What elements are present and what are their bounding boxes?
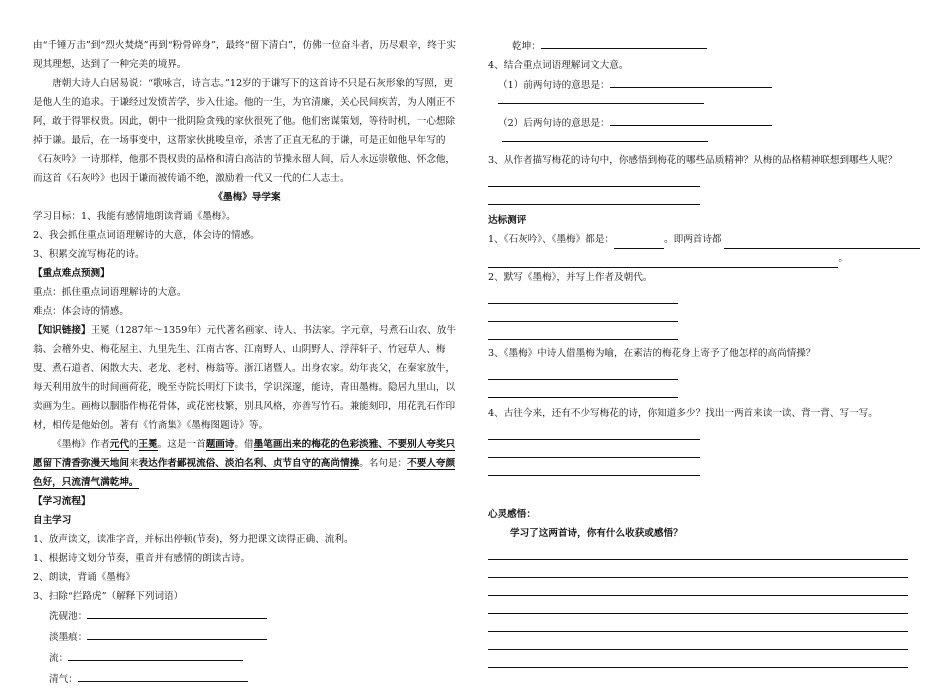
answer-line[interactable] (488, 287, 678, 304)
goal-2: 2、我会抓住重点词语理解诗的大意，体会诗的情感。 (33, 230, 260, 241)
key-point: 重点：抓住重点词语理解诗的大意。 (33, 287, 187, 298)
left-column (33, 36, 461, 690)
answer-blank[interactable] (610, 75, 772, 88)
summary-era: 元代 (109, 439, 129, 450)
answer-line[interactable] (488, 543, 908, 560)
answer-line[interactable] (488, 323, 678, 340)
test-4: 4、古往今来，还有不少写梅花的诗，你知道多少？找出一两首来读一读、背一背、写一写。 (488, 408, 878, 419)
word-label: 洗砚池： (49, 611, 88, 622)
summary-text: 。借 (234, 439, 254, 450)
question-4-2 (488, 113, 920, 133)
word-item (49, 606, 461, 627)
answer-line[interactable] (488, 459, 700, 476)
answer-line[interactable] (488, 579, 908, 596)
goal-3: 3、积累交流写梅花的诗。 (33, 249, 145, 260)
question-label: （2）后两句诗的意思是： (498, 118, 610, 129)
reflection-heading: 心灵感悟： (488, 509, 536, 520)
step-1b: 1、根据诗文划分节奏，重音并有感情的朗读古诗。 (33, 553, 251, 564)
answer-blank[interactable] (614, 236, 664, 249)
test-heading: 达标测评 (488, 215, 527, 226)
step-2: 2、朗读，背诵《墨梅》 (33, 572, 136, 583)
test-label: 1、《石灰吟》、《墨梅》都是： (488, 234, 615, 245)
process-heading: 【学习流程】 (33, 496, 91, 507)
word-item (488, 36, 920, 56)
answer-line[interactable] (488, 441, 700, 458)
test-label: 。即两首诗都 (664, 234, 722, 245)
summary-famous-line: 不要人夸颜色好，只流清气满乾坤。 (33, 458, 456, 488)
word-label: 乾坤： (512, 41, 541, 52)
test-2: 2、默写《墨梅》，并写上作者及朝代。 (488, 272, 653, 283)
question-4-1 (488, 75, 920, 95)
word-label: 流： (49, 653, 69, 664)
answer-line[interactable] (488, 651, 908, 668)
answer-blank[interactable] (78, 669, 248, 682)
word-item (49, 627, 461, 648)
question-label: （1）前两句诗的意思是： (498, 80, 610, 91)
answer-line[interactable] (488, 423, 700, 440)
answer-line[interactable] (488, 170, 700, 187)
answer-line[interactable] (488, 561, 908, 578)
word-item (49, 669, 461, 690)
difficulty: 难点：体会诗的情感。 (33, 306, 129, 317)
right-column (488, 36, 920, 669)
intro-paragraph-1: 由“千锤万击”到“烈火焚烧”再到“粉骨碎身”，最终“留下清白”，仿佛一位奋斗者，历尽艰辛，终于实现其理想，达到了一种完美的境界。 (33, 40, 456, 70)
summary-text: 。这是一首 (157, 439, 206, 450)
summary-poem-type: 题画诗 (205, 439, 235, 450)
self-study-heading: 自主学习 (33, 515, 72, 526)
poem-summary (33, 435, 461, 492)
knowledge-link-heading: 【知识链接】 (33, 325, 91, 336)
answer-line[interactable] (488, 188, 700, 205)
answer-line[interactable] (488, 633, 908, 650)
question-4: 4、结合重点词语理解词文大意。 (488, 60, 629, 71)
answer-line[interactable] (488, 305, 678, 322)
step-1: 1、放声读文，读准字音，并标出停顿(节奏)，努力把课文读得正确、流利。 (33, 534, 354, 545)
test-3: 3、《墨梅》中诗人借墨梅为喻，在素洁的梅花身上寄予了他怎样的高尚情操？ (488, 348, 816, 359)
guide-title: 《墨梅》导学案 (213, 192, 281, 203)
goal-1: 学习目标：1、我能有感情地朗读背诵《墨梅》。 (33, 211, 236, 222)
step-3: 3、扫除“拦路虎”（解释下列词语） (33, 591, 184, 602)
test-label: 。 (838, 253, 848, 264)
summary-text: 的 (128, 439, 139, 450)
test-1 (488, 230, 920, 249)
word-label: 淡墨痕： (49, 632, 88, 643)
answer-blank[interactable] (541, 36, 707, 49)
question-3: 3、从作者描写梅花的诗句中，你感悟到梅花的哪些品质精神？从梅的品格精神联想到哪些人呢？ (488, 155, 898, 166)
summary-expression: 表达作者鄙视流俗、淡泊名利、贞节自守的高尚情操 (138, 458, 360, 469)
answer-blank[interactable] (610, 113, 772, 126)
summary-text: 。名句是： (359, 458, 408, 469)
summary-ink-plum: 墨笔画出来的梅花的色彩淡雅、不要别人夸奖只愿留下清香弥漫天地间 (33, 439, 456, 469)
answer-line[interactable] (502, 133, 708, 142)
answer-blank[interactable] (68, 648, 243, 661)
author-bio: （1287年～1359年）元代著名画家、诗人、书法家。字元章，号煮石山农、放牛翁、会稽外史、梅花屋主、九里先生、江南古客、江南野人、山阴野人、浮萍轩子、竹冠草人、梅叟、煮石道者、闲散大夫、老龙、老村、梅翁等。浙江诸暨人。出身农家。幼年丧父，在秦家放牛，每天利用放牛的时间画荷花，晚至寺院长明灯下读书，学识深邃，能诗，青田墨梅。隐居九里山，以卖画为生。画梅以胭脂作梅花骨体，或花密枝繁，别具风格，亦善写竹石。兼能刻印，用花乳石作印材，相传是他始创。著有《竹斋集》《墨梅图题诗》等。 (33, 325, 456, 431)
word-list (33, 606, 461, 690)
key-points-heading: 【重点难点预测】 (33, 268, 110, 279)
summary-text: 《墨梅》作者 (52, 439, 110, 450)
answer-line[interactable] (488, 597, 908, 614)
answer-line[interactable] (488, 363, 678, 380)
intro-paragraph-2: 唐朝大诗人白居易说：“歌咏言，诗言志。”12岁的于谦写下的这首诗不只是石灰形象的写照，更是他人生的追求。于谦经过发愤苦学，步入仕途。他的一生，为官清廉，关心民间疾苦，为人刚正不阿，敢于得罪权贵。因此，朝中一批阴险贪残的家伙很死了他。他们密谋策划，等待时机，一心想除掉于谦。最后，在一场事变中，这帮家伙挑唆皇帝，杀害了正直无私的于谦，可是正如他早年写的《石灰吟》一诗那样，他那不畏权贵的品格和清白高洁的节操永留人间，后人永远崇敬他、怀念他，而这首《石灰吟》也因于谦而被传诵不绝，激励着一代又一代的仁人志士。 (33, 78, 456, 184)
author-name: 王冕 (90, 325, 110, 336)
answer-line[interactable] (488, 615, 908, 632)
answer-blank[interactable] (488, 254, 838, 268)
answer-blank[interactable] (724, 235, 920, 249)
summary-author: 王冕 (138, 439, 158, 450)
reflection-question: 学习了这两首诗，你有什么收获或感悟？ (510, 528, 683, 539)
answer-blank[interactable] (87, 606, 267, 619)
answer-line[interactable] (488, 381, 678, 398)
answer-line[interactable] (498, 95, 704, 104)
test-1-continued (488, 249, 848, 268)
answer-blank[interactable] (87, 627, 267, 640)
word-label: 清气： (49, 674, 78, 685)
word-item (49, 648, 461, 669)
summary-text: 来 (128, 458, 139, 469)
knowledge-link (33, 321, 461, 435)
